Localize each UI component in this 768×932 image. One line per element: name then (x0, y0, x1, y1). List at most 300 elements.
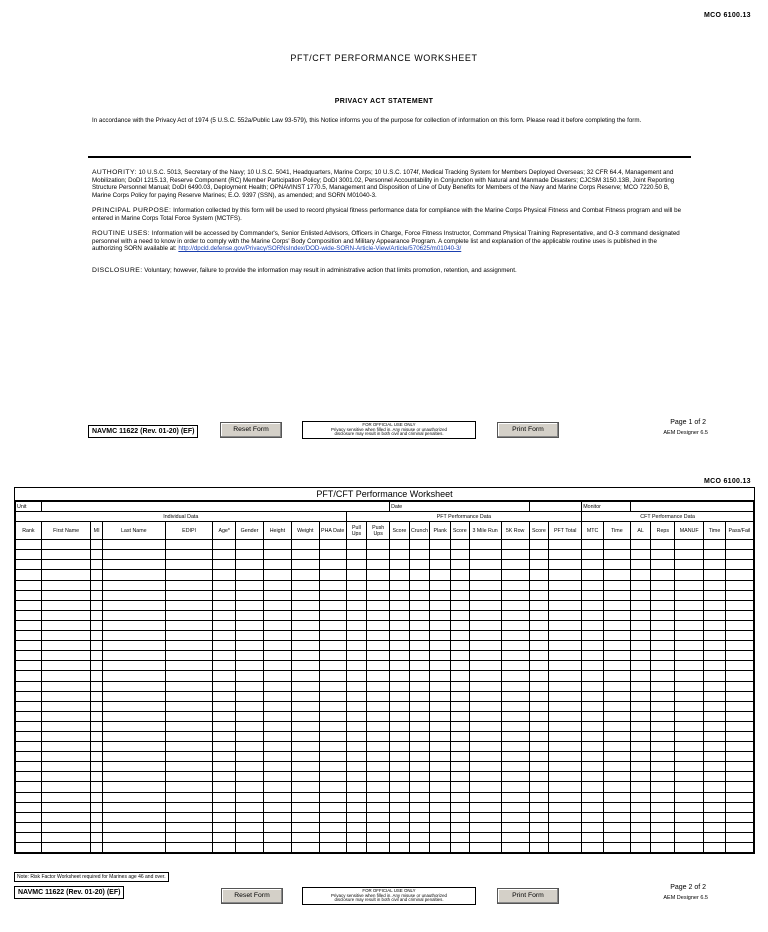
entry-cell[interactable] (651, 651, 675, 661)
entry-cell[interactable] (582, 822, 604, 832)
entry-cell[interactable] (236, 620, 264, 630)
entry-cell[interactable] (319, 731, 346, 741)
entry-cell[interactable] (291, 540, 319, 550)
entry-cell[interactable] (549, 843, 582, 853)
entry-cell[interactable] (263, 560, 291, 570)
entry-cell[interactable] (367, 812, 390, 822)
entry-cell[interactable] (41, 560, 91, 570)
entry-cell[interactable] (630, 681, 651, 691)
entry-cell[interactable] (469, 731, 501, 741)
entry-cell[interactable] (319, 600, 346, 610)
entry-cell[interactable] (165, 731, 213, 741)
entry-cell[interactable] (651, 691, 675, 701)
entry-cell[interactable] (501, 711, 529, 721)
monitor-field[interactable] (630, 502, 753, 512)
entry-cell[interactable] (469, 802, 501, 812)
entry-cell[interactable] (451, 711, 470, 721)
entry-cell[interactable] (725, 651, 753, 661)
entry-cell[interactable] (319, 762, 346, 772)
entry-cell[interactable] (725, 620, 753, 630)
entry-cell[interactable] (603, 711, 630, 721)
entry-cell[interactable] (501, 802, 529, 812)
entry-cell[interactable] (704, 812, 726, 822)
entry-cell[interactable] (91, 772, 102, 782)
entry-cell[interactable] (409, 843, 430, 853)
entry-cell[interactable] (501, 832, 529, 842)
entry-cell[interactable] (582, 610, 604, 620)
entry-cell[interactable] (529, 631, 549, 641)
entry-cell[interactable] (469, 600, 501, 610)
entry-cell[interactable] (501, 610, 529, 620)
entry-cell[interactable] (651, 792, 675, 802)
entry-cell[interactable] (213, 641, 236, 651)
entry-cell[interactable] (582, 721, 604, 731)
entry-cell[interactable] (102, 580, 165, 590)
entry-cell[interactable] (529, 681, 549, 691)
entry-cell[interactable] (469, 590, 501, 600)
entry-cell[interactable] (430, 832, 451, 842)
entry-cell[interactable] (651, 590, 675, 600)
entry-cell[interactable] (16, 661, 42, 671)
entry-cell[interactable] (409, 590, 430, 600)
entry-cell[interactable] (91, 681, 102, 691)
entry-cell[interactable] (346, 792, 367, 802)
entry-cell[interactable] (529, 651, 549, 661)
entry-cell[interactable] (102, 742, 165, 752)
entry-cell[interactable] (346, 721, 367, 731)
entry-cell[interactable] (41, 843, 91, 853)
entry-cell[interactable] (165, 792, 213, 802)
entry-cell[interactable] (291, 802, 319, 812)
entry-cell[interactable] (263, 580, 291, 590)
entry-cell[interactable] (165, 843, 213, 853)
entry-cell[interactable] (291, 681, 319, 691)
entry-cell[interactable] (291, 600, 319, 610)
entry-cell[interactable] (451, 772, 470, 782)
entry-cell[interactable] (430, 772, 451, 782)
entry-cell[interactable] (501, 580, 529, 590)
entry-cell[interactable] (651, 661, 675, 671)
entry-cell[interactable] (469, 671, 501, 681)
entry-cell[interactable] (165, 742, 213, 752)
entry-cell[interactable] (213, 731, 236, 741)
entry-cell[interactable] (529, 600, 549, 610)
entry-cell[interactable] (501, 742, 529, 752)
entry-cell[interactable] (704, 661, 726, 671)
entry-cell[interactable] (213, 681, 236, 691)
entry-cell[interactable] (390, 620, 410, 630)
date-field[interactable] (529, 502, 582, 512)
entry-cell[interactable] (16, 721, 42, 731)
entry-cell[interactable] (630, 631, 651, 641)
entry-cell[interactable] (367, 762, 390, 772)
entry-cell[interactable] (675, 631, 704, 641)
entry-cell[interactable] (469, 550, 501, 560)
entry-cell[interactable] (704, 580, 726, 590)
entry-cell[interactable] (529, 742, 549, 752)
entry-cell[interactable] (291, 580, 319, 590)
entry-cell[interactable] (409, 752, 430, 762)
entry-cell[interactable] (582, 570, 604, 580)
entry-cell[interactable] (41, 671, 91, 681)
entry-cell[interactable] (346, 772, 367, 782)
entry-cell[interactable] (91, 631, 102, 641)
entry-cell[interactable] (16, 620, 42, 630)
entry-cell[interactable] (165, 610, 213, 620)
entry-cell[interactable] (319, 812, 346, 822)
entry-cell[interactable] (630, 812, 651, 822)
entry-cell[interactable] (390, 822, 410, 832)
entry-cell[interactable] (651, 822, 675, 832)
entry-cell[interactable] (430, 641, 451, 651)
entry-cell[interactable] (91, 711, 102, 721)
entry-cell[interactable] (603, 651, 630, 661)
entry-cell[interactable] (582, 671, 604, 681)
entry-cell[interactable] (725, 681, 753, 691)
entry-cell[interactable] (704, 762, 726, 772)
entry-cell[interactable] (236, 590, 264, 600)
entry-cell[interactable] (16, 570, 42, 580)
entry-cell[interactable] (409, 610, 430, 620)
entry-cell[interactable] (367, 600, 390, 610)
entry-cell[interactable] (263, 641, 291, 651)
entry-cell[interactable] (319, 641, 346, 651)
entry-cell[interactable] (501, 772, 529, 782)
entry-cell[interactable] (16, 560, 42, 570)
entry-cell[interactable] (319, 590, 346, 600)
entry-cell[interactable] (346, 540, 367, 550)
entry-cell[interactable] (430, 792, 451, 802)
entry-cell[interactable] (725, 792, 753, 802)
entry-cell[interactable] (582, 832, 604, 842)
entry-cell[interactable] (102, 540, 165, 550)
entry-cell[interactable] (630, 671, 651, 681)
entry-cell[interactable] (630, 651, 651, 661)
entry-cell[interactable] (501, 560, 529, 570)
entry-cell[interactable] (469, 691, 501, 701)
entry-cell[interactable] (630, 590, 651, 600)
entry-cell[interactable] (529, 812, 549, 822)
entry-cell[interactable] (346, 590, 367, 600)
entry-cell[interactable] (165, 570, 213, 580)
entry-cell[interactable] (409, 701, 430, 711)
entry-cell[interactable] (651, 782, 675, 792)
entry-cell[interactable] (675, 671, 704, 681)
entry-cell[interactable] (346, 762, 367, 772)
entry-cell[interactable] (16, 731, 42, 741)
entry-cell[interactable] (346, 661, 367, 671)
entry-cell[interactable] (291, 671, 319, 681)
entry-cell[interactable] (501, 550, 529, 560)
entry-cell[interactable] (213, 772, 236, 782)
entry-cell[interactable] (91, 721, 102, 731)
entry-cell[interactable] (91, 832, 102, 842)
entry-cell[interactable] (451, 610, 470, 620)
entry-cell[interactable] (430, 782, 451, 792)
entry-cell[interactable] (651, 832, 675, 842)
entry-cell[interactable] (263, 550, 291, 560)
entry-cell[interactable] (675, 550, 704, 560)
entry-cell[interactable] (263, 570, 291, 580)
entry-cell[interactable] (165, 772, 213, 782)
entry-cell[interactable] (469, 742, 501, 752)
entry-cell[interactable] (725, 772, 753, 782)
entry-cell[interactable] (236, 570, 264, 580)
entry-cell[interactable] (430, 812, 451, 822)
entry-cell[interactable] (263, 731, 291, 741)
entry-cell[interactable] (430, 620, 451, 630)
entry-cell[interactable] (725, 843, 753, 853)
entry-cell[interactable] (469, 782, 501, 792)
entry-cell[interactable] (582, 590, 604, 600)
entry-cell[interactable] (213, 631, 236, 641)
entry-cell[interactable] (319, 580, 346, 590)
entry-cell[interactable] (704, 641, 726, 651)
entry-cell[interactable] (469, 772, 501, 782)
entry-cell[interactable] (430, 600, 451, 610)
entry-cell[interactable] (41, 701, 91, 711)
entry-cell[interactable] (549, 762, 582, 772)
entry-cell[interactable] (263, 762, 291, 772)
entry-cell[interactable] (549, 772, 582, 782)
entry-cell[interactable] (451, 590, 470, 600)
entry-cell[interactable] (213, 802, 236, 812)
entry-cell[interactable] (451, 742, 470, 752)
entry-cell[interactable] (367, 641, 390, 651)
unit-field[interactable] (41, 502, 389, 512)
entry-cell[interactable] (91, 742, 102, 752)
entry-cell[interactable] (236, 560, 264, 570)
entry-cell[interactable] (549, 711, 582, 721)
entry-cell[interactable] (582, 711, 604, 721)
entry-cell[interactable] (236, 742, 264, 752)
entry-cell[interactable] (582, 731, 604, 741)
entry-cell[interactable] (165, 802, 213, 812)
entry-cell[interactable] (263, 600, 291, 610)
entry-cell[interactable] (346, 731, 367, 741)
entry-cell[interactable] (529, 580, 549, 590)
entry-cell[interactable] (390, 812, 410, 822)
entry-cell[interactable] (319, 651, 346, 661)
entry-cell[interactable] (16, 832, 42, 842)
entry-cell[interactable] (367, 843, 390, 853)
entry-cell[interactable] (346, 570, 367, 580)
entry-cell[interactable] (41, 540, 91, 550)
entry-cell[interactable] (529, 590, 549, 600)
entry-cell[interactable] (469, 752, 501, 762)
entry-cell[interactable] (16, 752, 42, 762)
entry-cell[interactable] (603, 802, 630, 812)
entry-cell[interactable] (319, 832, 346, 842)
entry-cell[interactable] (41, 822, 91, 832)
entry-cell[interactable] (549, 742, 582, 752)
entry-cell[interactable] (501, 620, 529, 630)
entry-cell[interactable] (501, 671, 529, 681)
entry-cell[interactable] (469, 610, 501, 620)
entry-cell[interactable] (725, 691, 753, 701)
entry-cell[interactable] (469, 661, 501, 671)
entry-cell[interactable] (704, 721, 726, 731)
entry-cell[interactable] (291, 742, 319, 752)
entry-cell[interactable] (582, 792, 604, 802)
entry-cell[interactable] (651, 731, 675, 741)
entry-cell[interactable] (291, 691, 319, 701)
entry-cell[interactable] (236, 721, 264, 731)
entry-cell[interactable] (346, 691, 367, 701)
entry-cell[interactable] (451, 812, 470, 822)
entry-cell[interactable] (16, 792, 42, 802)
entry-cell[interactable] (319, 802, 346, 812)
sorn-link[interactable]: http://dpcld.defense.gov/Privacy/SORNsIndex/DOD-wide-SORN-Article-View/Article/570625/m01040-3/ (178, 245, 462, 253)
entry-cell[interactable] (213, 600, 236, 610)
entry-cell[interactable] (529, 843, 549, 853)
entry-cell[interactable] (630, 711, 651, 721)
entry-cell[interactable] (549, 600, 582, 610)
entry-cell[interactable] (469, 651, 501, 661)
entry-cell[interactable] (390, 742, 410, 752)
entry-cell[interactable] (165, 620, 213, 630)
entry-cell[interactable] (549, 832, 582, 842)
entry-cell[interactable] (213, 721, 236, 731)
entry-cell[interactable] (704, 671, 726, 681)
entry-cell[interactable] (409, 772, 430, 782)
entry-cell[interactable] (501, 721, 529, 731)
entry-cell[interactable] (213, 580, 236, 590)
entry-cell[interactable] (390, 550, 410, 560)
entry-cell[interactable] (430, 651, 451, 661)
entry-cell[interactable] (704, 651, 726, 661)
entry-cell[interactable] (651, 701, 675, 711)
entry-cell[interactable] (549, 691, 582, 701)
entry-cell[interactable] (725, 560, 753, 570)
entry-cell[interactable] (603, 701, 630, 711)
entry-cell[interactable] (390, 721, 410, 731)
entry-cell[interactable] (213, 540, 236, 550)
entry-cell[interactable] (469, 843, 501, 853)
entry-cell[interactable] (651, 620, 675, 630)
entry-cell[interactable] (630, 822, 651, 832)
entry-cell[interactable] (451, 570, 470, 580)
entry-cell[interactable] (630, 641, 651, 651)
entry-cell[interactable] (501, 590, 529, 600)
entry-cell[interactable] (16, 802, 42, 812)
entry-cell[interactable] (16, 671, 42, 681)
entry-cell[interactable] (725, 570, 753, 580)
reset-form-button[interactable]: Reset Form (220, 422, 282, 438)
entry-cell[interactable] (675, 802, 704, 812)
entry-cell[interactable] (263, 691, 291, 701)
entry-cell[interactable] (319, 610, 346, 620)
entry-cell[interactable] (41, 752, 91, 762)
entry-cell[interactable] (291, 610, 319, 620)
entry-cell[interactable] (91, 600, 102, 610)
entry-cell[interactable] (603, 580, 630, 590)
entry-cell[interactable] (529, 671, 549, 681)
entry-cell[interactable] (549, 631, 582, 641)
entry-cell[interactable] (409, 742, 430, 752)
entry-cell[interactable] (409, 812, 430, 822)
entry-cell[interactable] (91, 540, 102, 550)
entry-cell[interactable] (725, 731, 753, 741)
entry-cell[interactable] (529, 691, 549, 701)
entry-cell[interactable] (725, 671, 753, 681)
entry-cell[interactable] (346, 742, 367, 752)
entry-cell[interactable] (367, 560, 390, 570)
entry-cell[interactable] (603, 822, 630, 832)
entry-cell[interactable] (346, 600, 367, 610)
entry-cell[interactable] (291, 782, 319, 792)
entry-cell[interactable] (630, 620, 651, 630)
entry-cell[interactable] (102, 550, 165, 560)
entry-cell[interactable] (291, 711, 319, 721)
entry-cell[interactable] (675, 600, 704, 610)
entry-cell[interactable] (725, 590, 753, 600)
entry-cell[interactable] (651, 772, 675, 782)
entry-cell[interactable] (582, 843, 604, 853)
entry-cell[interactable] (675, 661, 704, 671)
entry-cell[interactable] (451, 782, 470, 792)
entry-cell[interactable] (319, 792, 346, 802)
entry-cell[interactable] (451, 540, 470, 550)
entry-cell[interactable] (469, 812, 501, 822)
entry-cell[interactable] (102, 752, 165, 762)
entry-cell[interactable] (41, 661, 91, 671)
entry-cell[interactable] (582, 762, 604, 772)
entry-cell[interactable] (291, 631, 319, 641)
entry-cell[interactable] (529, 762, 549, 772)
entry-cell[interactable] (291, 822, 319, 832)
entry-cell[interactable] (549, 661, 582, 671)
entry-cell[interactable] (91, 570, 102, 580)
entry-cell[interactable] (704, 590, 726, 600)
entry-cell[interactable] (651, 641, 675, 651)
entry-cell[interactable] (91, 812, 102, 822)
entry-cell[interactable] (16, 580, 42, 590)
entry-cell[interactable] (346, 832, 367, 842)
entry-cell[interactable] (529, 620, 549, 630)
entry-cell[interactable] (16, 590, 42, 600)
entry-cell[interactable] (704, 570, 726, 580)
entry-cell[interactable] (603, 671, 630, 681)
entry-cell[interactable] (16, 812, 42, 822)
entry-cell[interactable] (501, 661, 529, 671)
entry-cell[interactable] (501, 600, 529, 610)
entry-cell[interactable] (451, 631, 470, 641)
entry-cell[interactable] (102, 711, 165, 721)
entry-cell[interactable] (102, 631, 165, 641)
entry-cell[interactable] (390, 711, 410, 721)
entry-cell[interactable] (549, 560, 582, 570)
entry-cell[interactable] (529, 782, 549, 792)
entry-cell[interactable] (409, 570, 430, 580)
entry-cell[interactable] (165, 580, 213, 590)
entry-cell[interactable] (630, 802, 651, 812)
entry-cell[interactable] (451, 762, 470, 772)
entry-cell[interactable] (675, 752, 704, 762)
entry-cell[interactable] (236, 701, 264, 711)
entry-cell[interactable] (451, 802, 470, 812)
entry-cell[interactable] (102, 822, 165, 832)
entry-cell[interactable] (91, 641, 102, 651)
entry-cell[interactable] (582, 631, 604, 641)
entry-cell[interactable] (603, 832, 630, 842)
entry-cell[interactable] (469, 560, 501, 570)
entry-cell[interactable] (430, 701, 451, 711)
entry-cell[interactable] (236, 843, 264, 853)
entry-cell[interactable] (102, 843, 165, 853)
entry-cell[interactable] (291, 752, 319, 762)
entry-cell[interactable] (725, 610, 753, 620)
